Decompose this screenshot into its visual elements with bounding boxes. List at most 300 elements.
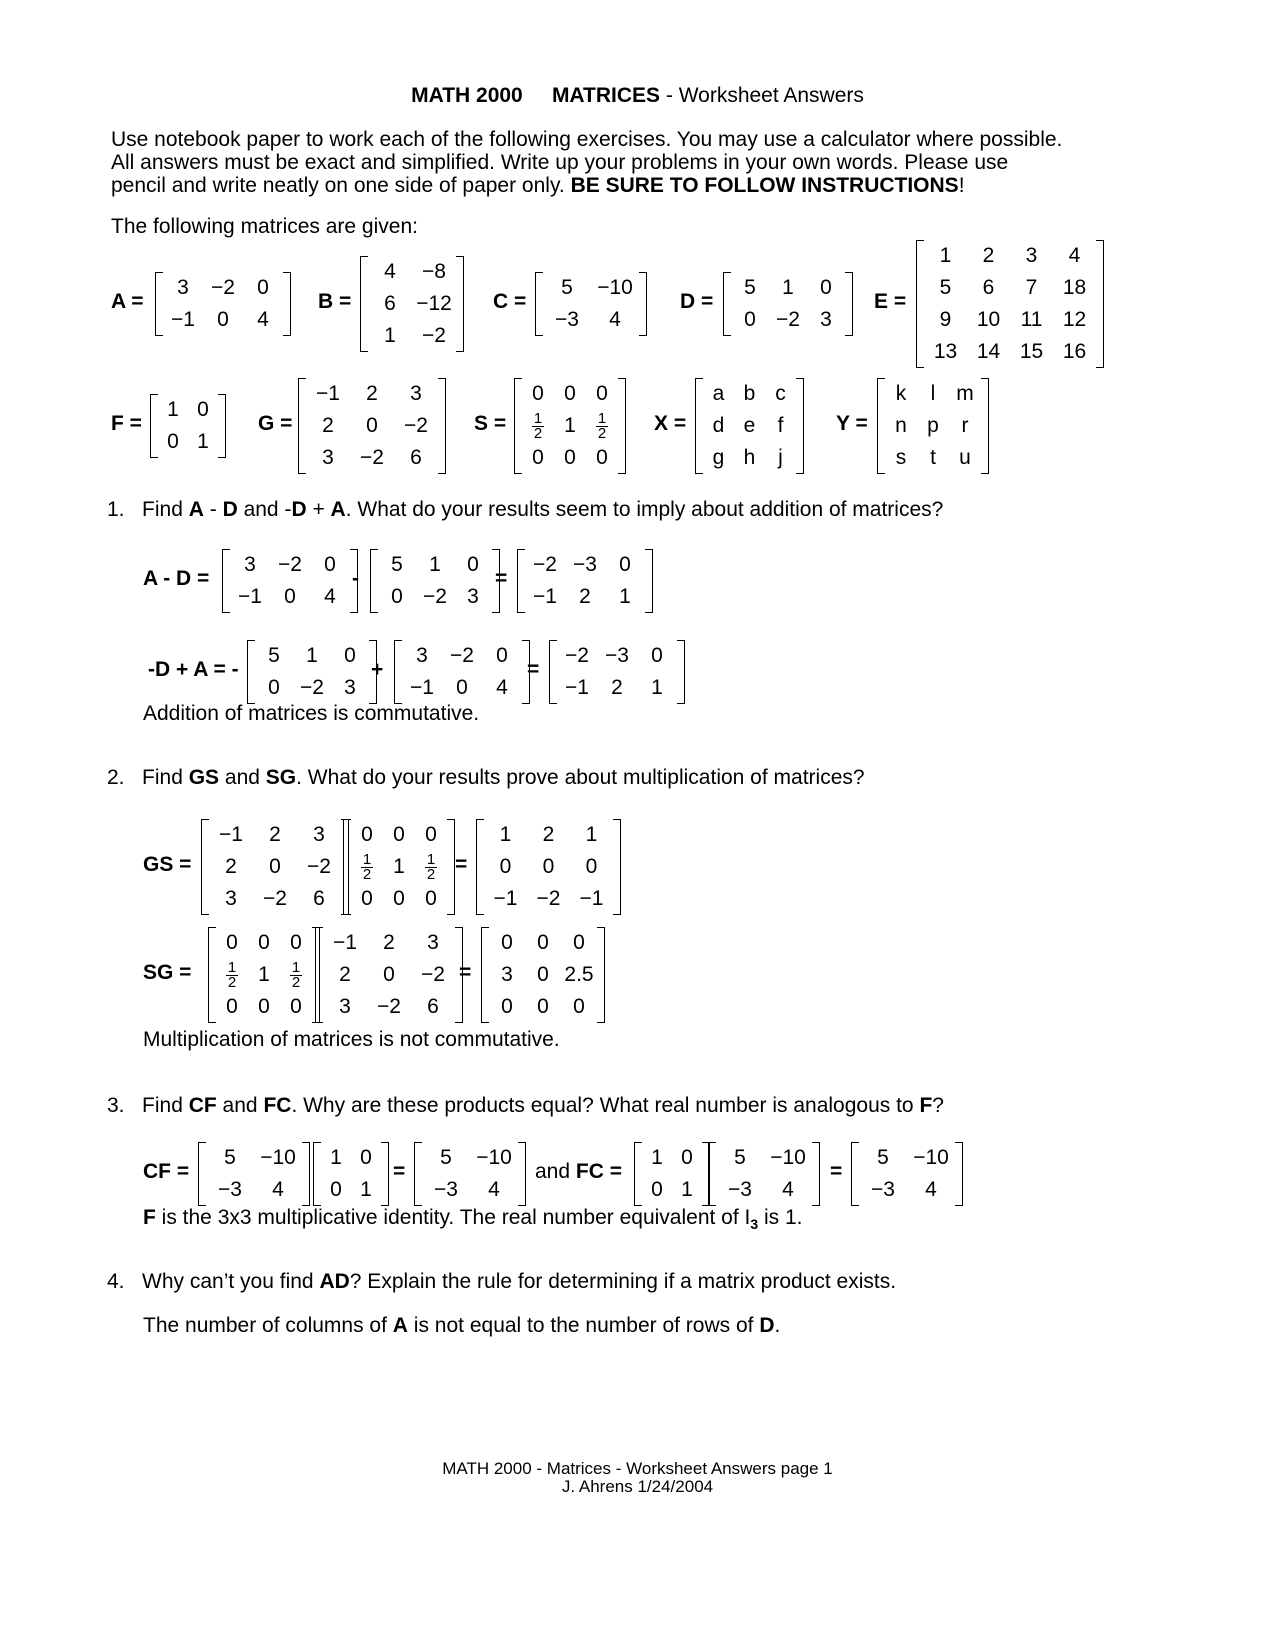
matrix-cell: $\frac{1}{2}$ bbox=[362, 850, 372, 883]
matrix-cell: 6 bbox=[313, 887, 325, 910]
bracket-left bbox=[514, 378, 522, 474]
q2-matrix-G-2 bbox=[315, 927, 463, 1023]
matrix-cell: c bbox=[775, 382, 786, 405]
q2-lhs-1: GS = bbox=[143, 853, 192, 876]
matrix-cell: 1 bbox=[782, 276, 794, 299]
question-3: 3. Find CF and FC. Why are these products equal? What real number is analogous to F? bbox=[107, 1094, 944, 1117]
label-A: A = bbox=[111, 290, 144, 313]
matrix-cell: 3 bbox=[467, 585, 479, 608]
matrix-cell: 0 bbox=[268, 676, 280, 699]
matrix-cell: −10 bbox=[913, 1146, 949, 1169]
bracket-left bbox=[708, 1142, 716, 1206]
matrix-cell: −8 bbox=[422, 260, 446, 283]
matrix-cell: 3 bbox=[1025, 244, 1038, 267]
bracket-right bbox=[613, 819, 621, 915]
matrix-cell: 0 bbox=[258, 931, 270, 954]
q1-plus: + bbox=[371, 658, 384, 681]
matrix-cell: 0 bbox=[596, 446, 608, 469]
q2-result-SG bbox=[481, 927, 605, 1023]
matrix-cell: 5 bbox=[224, 1146, 236, 1169]
matrix-cell: 5 bbox=[734, 1146, 746, 1169]
matrix-cell: 0 bbox=[361, 887, 373, 910]
matrix-cell: 11 bbox=[1020, 308, 1043, 331]
matrix-cell: $\frac{1}{2}$ bbox=[291, 958, 301, 991]
matrix-D bbox=[723, 272, 853, 336]
q1-matrix-D-2 bbox=[247, 640, 377, 704]
matrix-cell: d bbox=[712, 414, 725, 437]
bracket-left bbox=[313, 1142, 321, 1206]
matrix-cell: 6 bbox=[384, 292, 396, 315]
matrix-cell: 1 bbox=[306, 644, 318, 667]
q1-matrix-D bbox=[370, 549, 500, 613]
matrix-cell: 0 bbox=[366, 414, 378, 437]
matrix-cell: 5 bbox=[561, 276, 573, 299]
bracket-left bbox=[360, 256, 368, 352]
matrix-cell: 5 bbox=[268, 644, 280, 667]
q1-minus: - bbox=[352, 567, 359, 590]
matrix-cell: 0 bbox=[197, 398, 209, 421]
bracket-right bbox=[639, 272, 647, 336]
matrix-cell: 5 bbox=[939, 276, 952, 299]
q2-answer: Multiplication of matrices is not commutative. bbox=[143, 1028, 560, 1051]
matrix-cell: 1 bbox=[360, 1178, 372, 1201]
matrix-cell: 0 bbox=[324, 553, 336, 576]
matrix-cell: 0 bbox=[226, 995, 238, 1018]
topic: MATRICES bbox=[551, 84, 661, 107]
matrix-A bbox=[155, 272, 291, 336]
matrix-cell: 4 bbox=[384, 260, 396, 283]
matrix-cell: 14 bbox=[976, 340, 1001, 363]
matrix-cell: −10 bbox=[260, 1146, 296, 1169]
matrix-cell: p bbox=[927, 414, 939, 437]
q1-matrix-A bbox=[222, 549, 358, 613]
matrix-cell: −2 bbox=[307, 855, 331, 878]
matrix-cell: −2 bbox=[377, 995, 401, 1018]
matrix-cell: 0 bbox=[573, 931, 585, 954]
matrix-cell: −3 bbox=[573, 553, 597, 576]
matrix-cell: h bbox=[743, 446, 756, 469]
bracket-left bbox=[634, 1142, 642, 1206]
matrix-cell: −3 bbox=[218, 1178, 242, 1201]
matrix-cell: 5 bbox=[391, 553, 403, 576]
bracket-left bbox=[549, 640, 557, 704]
matrix-cell: 1 bbox=[585, 823, 598, 846]
matrix-cell: −1 bbox=[316, 382, 340, 405]
matrix-cell: −1 bbox=[493, 887, 518, 910]
matrix-cell: −1 bbox=[533, 585, 557, 608]
matrix-cell: 0 bbox=[258, 995, 270, 1018]
q3-eq-1: = bbox=[393, 1160, 406, 1183]
matrix-cell: 0 bbox=[290, 995, 302, 1018]
bracket-right bbox=[518, 1142, 526, 1206]
matrix-cell: 2 bbox=[542, 823, 555, 846]
bracket-left bbox=[370, 549, 378, 613]
matrix-X bbox=[695, 378, 804, 474]
matrix-cell: 4 bbox=[782, 1178, 794, 1201]
bracket-right bbox=[597, 927, 605, 1023]
q2-eq-1: = bbox=[455, 853, 468, 876]
matrix-cell: 0 bbox=[651, 644, 663, 667]
matrix-cell: 5 bbox=[877, 1146, 889, 1169]
bracket-left bbox=[481, 927, 489, 1023]
matrix-cell: 4 bbox=[272, 1178, 284, 1201]
matrix-cell: 4 bbox=[496, 676, 508, 699]
q2-matrix-G bbox=[201, 819, 349, 915]
bracket-right bbox=[812, 1142, 820, 1206]
matrix-cell: 1 bbox=[197, 430, 209, 453]
matrix-cell: 0 bbox=[290, 931, 302, 954]
matrix-cell: −2 bbox=[536, 887, 561, 910]
matrix-cell: 0 bbox=[499, 855, 512, 878]
bracket-left bbox=[414, 1142, 422, 1206]
matrix-cell: 1 bbox=[681, 1178, 693, 1201]
q1-answer: Addition of matrices is commutative. bbox=[143, 702, 480, 725]
q2-lhs-2: SG = bbox=[143, 961, 192, 984]
q4-answer: The number of columns of A is not equal to the number of rows of D. bbox=[143, 1314, 781, 1337]
matrix-cell: 6 bbox=[427, 995, 439, 1018]
matrix-cell: 0 bbox=[596, 382, 608, 405]
matrix-cell: 4 bbox=[324, 585, 336, 608]
matrix-cell: m bbox=[956, 382, 974, 405]
matrix-cell: −1 bbox=[238, 585, 262, 608]
q1-result-2 bbox=[549, 640, 685, 704]
matrix-G bbox=[298, 378, 446, 474]
bracket-right bbox=[618, 378, 626, 474]
matrix-cell: 2 bbox=[322, 414, 334, 437]
course-code: MATH 2000 bbox=[411, 84, 523, 107]
q1-matrix-A-2 bbox=[394, 640, 530, 704]
matrix-cell: 1 bbox=[939, 244, 952, 267]
matrix-cell: s bbox=[895, 446, 907, 469]
matrix-E bbox=[916, 240, 1104, 368]
bracket-right bbox=[796, 378, 804, 474]
matrix-cell: 0 bbox=[217, 308, 229, 331]
bracket-right bbox=[845, 272, 853, 336]
q2-matrix-S-2 bbox=[208, 927, 320, 1023]
matrix-cell: 2 bbox=[611, 676, 623, 699]
label-E: E = bbox=[874, 290, 907, 313]
matrix-cell: 0 bbox=[393, 887, 405, 910]
q3-matrix-C-2 bbox=[708, 1142, 820, 1206]
matrix-cell: −3 bbox=[555, 308, 579, 331]
matrix-cell: 3 bbox=[501, 963, 513, 986]
matrix-cell: e bbox=[743, 414, 756, 437]
matrix-cell: 12 bbox=[1062, 308, 1087, 331]
matrix-cell: 0 bbox=[501, 995, 513, 1018]
matrix-cell: 4 bbox=[609, 308, 621, 331]
matrix-cell: −1 bbox=[579, 887, 604, 910]
bracket-right bbox=[447, 819, 455, 915]
matrix-cell: 0 bbox=[532, 446, 544, 469]
matrix-cell: 0 bbox=[361, 823, 373, 846]
q1-lhs-2: -D + A = - bbox=[148, 658, 239, 681]
matrix-Y bbox=[877, 378, 989, 474]
question-4: 4. Why can’t you find AD? Explain the rule for determining if a matrix product exists. bbox=[107, 1270, 897, 1293]
matrix-cell: −2 bbox=[422, 324, 446, 347]
matrix-cell: 0 bbox=[537, 963, 549, 986]
matrix-cell: −3 bbox=[728, 1178, 752, 1201]
matrix-cell: −2 bbox=[776, 308, 800, 331]
matrix-cell: 5 bbox=[440, 1146, 452, 1169]
matrix-S bbox=[514, 378, 626, 474]
bracket-left bbox=[155, 272, 163, 336]
bracket-right bbox=[218, 394, 226, 458]
matrix-cell: 3 bbox=[225, 887, 237, 910]
matrix-cell: 0 bbox=[537, 995, 549, 1018]
matrix-cell: −10 bbox=[770, 1146, 806, 1169]
matrix-cell: 0 bbox=[330, 1178, 342, 1201]
matrix-cell: t bbox=[930, 446, 936, 469]
matrix-cell: 0 bbox=[537, 931, 549, 954]
matrix-cell: 0 bbox=[619, 553, 631, 576]
matrix-cell: 9 bbox=[939, 308, 952, 331]
q3-result-FC bbox=[851, 1142, 963, 1206]
matrix-cell: u bbox=[959, 446, 971, 469]
matrix-cell: 10 bbox=[976, 308, 1001, 331]
matrix-cell: −2 bbox=[360, 446, 384, 469]
q3-matrix-F-2 bbox=[634, 1142, 710, 1206]
matrix-cell: −2 bbox=[533, 553, 557, 576]
bracket-right bbox=[302, 1142, 310, 1206]
matrix-cell: 7 bbox=[1025, 276, 1038, 299]
q1-eq-2: = bbox=[527, 658, 540, 681]
q3-eq-2: = bbox=[830, 1160, 843, 1183]
matrix-cell: 16 bbox=[1062, 340, 1087, 363]
matrix-cell: 3 bbox=[416, 644, 428, 667]
matrix-cell: a bbox=[712, 382, 725, 405]
matrix-cell: 0 bbox=[393, 823, 405, 846]
bracket-left bbox=[723, 272, 731, 336]
bracket-right bbox=[381, 1142, 389, 1206]
matrix-cell: 0 bbox=[456, 676, 468, 699]
matrix-cell: 0 bbox=[651, 1178, 663, 1201]
matrix-cell: −10 bbox=[597, 276, 633, 299]
bracket-left bbox=[476, 819, 484, 915]
matrix-cell: $\frac{1}{2}$ bbox=[227, 958, 237, 991]
q3-result-CF bbox=[414, 1142, 526, 1206]
matrix-cell: 0 bbox=[425, 887, 437, 910]
matrix-cell: 1 bbox=[651, 1146, 663, 1169]
matrix-cell: −2 bbox=[565, 644, 589, 667]
matrix-cell: 0 bbox=[532, 382, 544, 405]
bracket-left bbox=[247, 640, 255, 704]
matrix-cell: 2 bbox=[982, 244, 995, 267]
instructions bbox=[111, 128, 1062, 197]
matrix-cell: −2 bbox=[278, 553, 302, 576]
matrix-cell: j bbox=[778, 446, 783, 469]
matrix-cell: f bbox=[777, 414, 784, 437]
bracket-left bbox=[343, 819, 351, 915]
matrix-cell: 0 bbox=[257, 276, 269, 299]
q1-lhs-1: A - D = bbox=[143, 567, 210, 590]
given-intro: The following matrices are given: bbox=[111, 215, 418, 238]
matrix-cell: 0 bbox=[542, 855, 555, 878]
matrix-cell: 2 bbox=[225, 855, 237, 878]
matrix-cell: −2 bbox=[421, 963, 445, 986]
matrix-cell: 1 bbox=[499, 823, 512, 846]
subtitle: - Worksheet Answers bbox=[660, 84, 864, 107]
bracket-left bbox=[535, 272, 543, 336]
matrix-cell: −1 bbox=[333, 931, 357, 954]
matrix-cell: −1 bbox=[565, 676, 589, 699]
matrix-cell: 3 bbox=[427, 931, 439, 954]
matrix-cell: −2 bbox=[450, 644, 474, 667]
matrix-cell: 0 bbox=[383, 963, 395, 986]
matrix-cell: 1 bbox=[384, 324, 396, 347]
matrix-cell: 0 bbox=[425, 823, 437, 846]
matrix-cell: 1 bbox=[330, 1146, 342, 1169]
matrix-cell: 0 bbox=[564, 382, 576, 405]
bracket-right bbox=[456, 256, 464, 352]
matrix-cell: 3 bbox=[244, 553, 256, 576]
matrix-cell: 1 bbox=[619, 585, 631, 608]
bracket-left bbox=[851, 1142, 859, 1206]
bracket-left bbox=[201, 819, 209, 915]
matrix-cell: 0 bbox=[573, 995, 585, 1018]
matrix-cell: 3 bbox=[410, 382, 422, 405]
matrix-cell: 3 bbox=[820, 308, 832, 331]
matrix-cell: r bbox=[961, 414, 969, 437]
bracket-right bbox=[283, 272, 291, 336]
matrix-cell: −3 bbox=[434, 1178, 458, 1201]
matrix-cell: 4 bbox=[488, 1178, 500, 1201]
label-D: D = bbox=[680, 290, 714, 313]
matrix-cell: −10 bbox=[476, 1146, 512, 1169]
matrix-C bbox=[535, 272, 647, 336]
matrix-cell: 1 bbox=[429, 553, 441, 576]
footer-line-1: MATH 2000 - Matrices - Worksheet Answers page 1 bbox=[442, 1459, 833, 1478]
matrix-cell: 6 bbox=[982, 276, 995, 299]
matrix-cell: 0 bbox=[496, 644, 508, 667]
matrix-cell: 2 bbox=[579, 585, 591, 608]
bracket-right bbox=[438, 378, 446, 474]
matrix-cell: −1 bbox=[219, 823, 243, 846]
matrix-cell: 0 bbox=[360, 1146, 372, 1169]
matrix-cell: 0 bbox=[344, 644, 356, 667]
bracket-left bbox=[394, 640, 402, 704]
matrix-cell: −1 bbox=[410, 676, 434, 699]
matrix-cell: 5 bbox=[744, 276, 756, 299]
q3-lhs-1: CF = bbox=[143, 1160, 190, 1183]
matrix-cell: −3 bbox=[871, 1178, 895, 1201]
matrix-cell: 0 bbox=[226, 931, 238, 954]
bracket-right bbox=[645, 549, 653, 613]
label-C: C = bbox=[493, 290, 527, 313]
q2-result-GS bbox=[476, 819, 621, 915]
matrix-cell: 0 bbox=[284, 585, 296, 608]
matrix-cell: l bbox=[930, 382, 936, 405]
matrix-cell: 0 bbox=[820, 276, 832, 299]
label-Y: Y = bbox=[836, 412, 868, 435]
page-title bbox=[0, 84, 1275, 108]
matrix-cell: 3 bbox=[344, 676, 356, 699]
matrix-cell: 0 bbox=[681, 1146, 693, 1169]
matrix-cell: 3 bbox=[339, 995, 351, 1018]
matrix-cell: 3 bbox=[177, 276, 189, 299]
matrix-cell: 4 bbox=[925, 1178, 937, 1201]
q3-answer: F is the 3x3 multiplicative identity. The real number equivalent of $I_3$ is 1. bbox=[143, 1206, 803, 1233]
matrix-cell: −2 bbox=[423, 585, 447, 608]
matrix-cell: n bbox=[895, 414, 907, 437]
matrix-cell: 1 bbox=[167, 398, 179, 421]
matrix-cell: 1 bbox=[564, 414, 576, 437]
bracket-right bbox=[981, 378, 989, 474]
bracket-left bbox=[315, 927, 323, 1023]
question-2: 2. Find GS and SG. What do your results prove about multiplication of matrices? bbox=[107, 766, 865, 789]
matrix-cell: $\frac{1}{2}$ bbox=[597, 409, 607, 442]
matrix-cell: 0 bbox=[167, 430, 179, 453]
matrix-cell: 2.5 bbox=[564, 963, 594, 986]
footer-line-2: J. Ahrens 1/24/2004 bbox=[561, 1477, 714, 1496]
matrix-cell: 0 bbox=[744, 308, 756, 331]
matrix-cell: 2 bbox=[269, 823, 281, 846]
label-G: G = bbox=[258, 412, 293, 435]
bracket-left bbox=[877, 378, 885, 474]
matrix-cell: −2 bbox=[300, 676, 324, 699]
bracket-left bbox=[695, 378, 703, 474]
label-X: X = bbox=[654, 412, 687, 435]
matrix-cell: 0 bbox=[467, 553, 479, 576]
matrix-cell: 1 bbox=[258, 963, 270, 986]
matrix-F bbox=[150, 394, 226, 458]
matrix-cell: 1 bbox=[651, 676, 663, 699]
matrix-cell: 0 bbox=[585, 855, 598, 878]
instructions-line-1: Use notebook paper to work each of the following exercises. You may use a calculator where possible. bbox=[111, 128, 1063, 151]
matrix-cell: 2 bbox=[383, 931, 395, 954]
matrix-cell: 18 bbox=[1062, 276, 1087, 299]
q3-mid: and FC = bbox=[535, 1160, 622, 1183]
bracket-left bbox=[916, 240, 924, 368]
matrix-cell: $\frac{1}{2}$ bbox=[533, 409, 543, 442]
matrix-B bbox=[360, 256, 464, 352]
matrix-cell: 0 bbox=[269, 855, 281, 878]
footer bbox=[0, 1460, 1275, 1496]
instructions-line-2: All answers must be exact and simplified. Write up your problems in your own words. Please use bbox=[111, 151, 1009, 174]
matrix-cell: 15 bbox=[1019, 340, 1044, 363]
matrix-cell: k bbox=[895, 382, 907, 405]
label-F: F = bbox=[111, 412, 142, 435]
q3-matrix-F bbox=[313, 1142, 389, 1206]
matrix-cell: b bbox=[743, 382, 756, 405]
matrix-cell: −2 bbox=[263, 887, 287, 910]
matrix-cell: 2 bbox=[366, 382, 378, 405]
matrix-cell: −12 bbox=[416, 292, 452, 315]
matrix-cell: 2 bbox=[339, 963, 351, 986]
matrix-cell: 0 bbox=[564, 446, 576, 469]
question-1: 1. Find A - D and -D + A. What do your results seem to imply about addition of matrices? bbox=[107, 498, 944, 521]
bracket-left bbox=[517, 549, 525, 613]
label-S: S = bbox=[474, 412, 507, 435]
matrix-cell: −2 bbox=[211, 276, 235, 299]
q2-eq-2: = bbox=[459, 961, 472, 984]
bracket-left bbox=[298, 378, 306, 474]
bracket-left bbox=[208, 927, 216, 1023]
matrix-cell: −3 bbox=[605, 644, 629, 667]
matrix-cell: 1 bbox=[393, 855, 405, 878]
bracket-right bbox=[1096, 240, 1104, 368]
matrix-cell: 13 bbox=[933, 340, 958, 363]
matrix-cell: 6 bbox=[410, 446, 422, 469]
matrix-cell: 3 bbox=[313, 823, 325, 846]
matrix-cell: 0 bbox=[391, 585, 403, 608]
bracket-left bbox=[198, 1142, 206, 1206]
matrix-cell: g bbox=[712, 446, 725, 469]
label-B: B = bbox=[318, 290, 352, 313]
bracket-right bbox=[955, 1142, 963, 1206]
matrix-cell: 0 bbox=[501, 931, 513, 954]
matrix-cell: 4 bbox=[257, 308, 269, 331]
bracket-left bbox=[150, 394, 158, 458]
